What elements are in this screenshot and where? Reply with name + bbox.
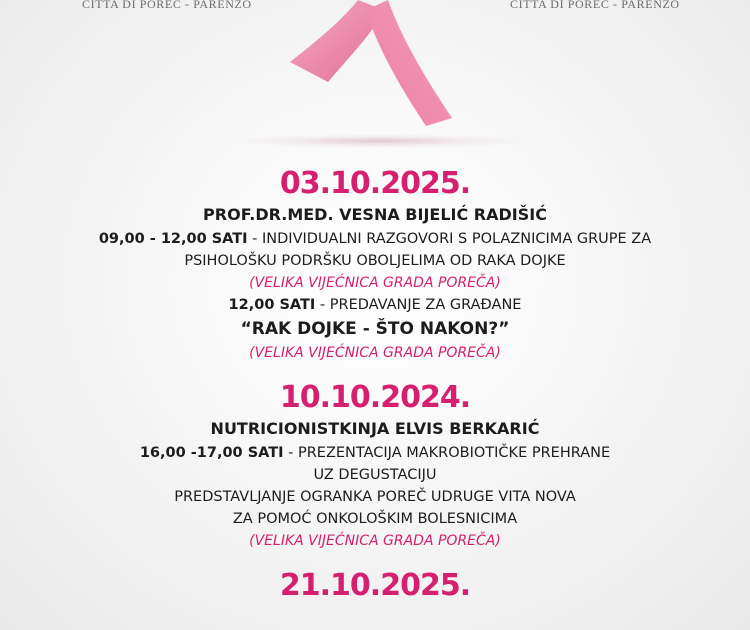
city-label-right: CITTA DI POREC - PARENZO [510,0,680,11]
event-date: 21.10.2025. [279,568,471,603]
event-time: 16,00 -17,00 SATI [139,445,284,461]
event-speaker: NUTRICIONISTKINJA ELVIS BERKARIĆ [210,419,540,438]
event-program [0,166,750,604]
city-label-left: CITTA DI POREC - PARENZO [82,0,252,11]
event-description-line: UZ DEGUSTACIJU [313,467,437,483]
event-time: 12,00 SATI [228,297,316,313]
event-date: 03.10.2025. [279,166,471,201]
event-item-line [0,228,750,250]
event-description: - INDIVIDUALNI RAZGOVORI S POLAZNICIMA GRUPE ZA [247,231,652,247]
event-description: - PREDAVANJE ZA GRAĐANE [315,297,522,313]
event-description-line: ZA POMOĆ ONKOLOŠKIM BOLESNICIMA [232,511,518,527]
pink-ribbon-icon [280,0,470,130]
event-item-line [0,294,750,316]
event-venue: (VELIKA VIJEĆNICA GRADA POREČA) [249,533,501,549]
event-item-line [0,442,750,464]
event-venue: (VELIKA VIJEĆNICA GRADA POREČA) [249,275,501,291]
event-description-line: PSIHOLOŠKU PODRŠKU OBOLJELIMA OD RAKA DOJKE [184,253,566,269]
ribbon-shadow [235,134,525,148]
event-venue: (VELIKA VIJEĆNICA GRADA POREČA) [249,345,501,361]
event-time: 09,00 - 12,00 SATI [98,231,248,247]
lecture-title: “RAK DOJKE - ŠTO NAKON?” [240,319,510,339]
event-description-line: PREDSTAVLJANJE OGRANKA POREČ UDRUGE VITA NOVA [174,489,576,505]
event-date: 10.10.2024. [279,380,471,415]
event-speaker: PROF.DR.MED. VESNA BIJELIĆ RADIŠIĆ [203,205,547,224]
event-description: - PREZENTACIJA MAKROBIOTIČKE PREHRANE [283,445,611,461]
